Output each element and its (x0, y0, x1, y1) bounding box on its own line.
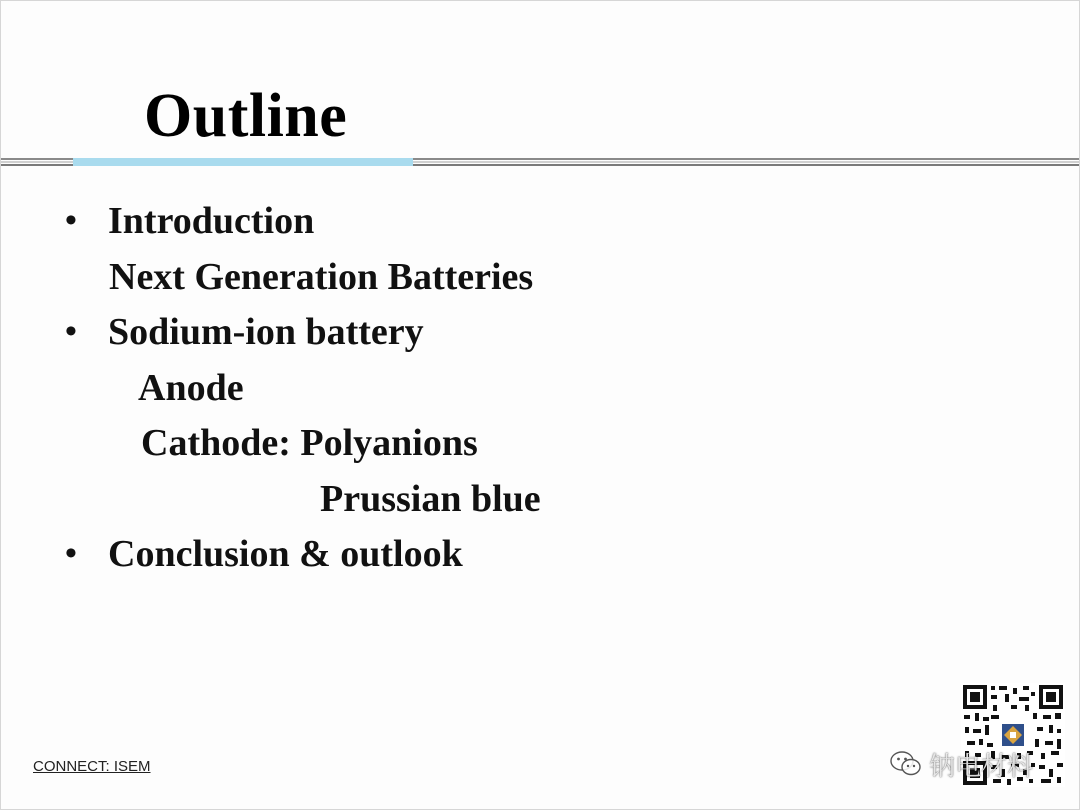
outline-item-introduction (108, 199, 314, 243)
outline-item-text: Prussian blue (320, 478, 541, 520)
slide-title: Outline (144, 82, 348, 150)
outline-list (1, 1, 1080, 810)
outline-subitem-prussian-blue (320, 477, 541, 521)
bullet-sodium-ion: • (65, 313, 77, 350)
outline-item-text: Anode (138, 367, 244, 409)
watermark (889, 746, 1069, 782)
outline-item-text: Next Generation Batteries (109, 256, 534, 298)
bullet-conclusion: • (65, 535, 77, 572)
outline-item-text: Cathode: Polyanions (141, 422, 478, 464)
outline-subitem-next-generation (109, 255, 533, 299)
watermark-text: 钠电材料 (929, 751, 1034, 782)
footer-link[interactable]: CONNECT: ISEM (33, 758, 151, 775)
outline-subitem-cathode (141, 421, 478, 465)
outline-item-text: Conclusion & outlook (108, 533, 463, 575)
wechat-icon (889, 749, 923, 779)
outline-item-text: Sodium-ion battery (108, 311, 424, 353)
outline-item-conclusion (108, 532, 463, 576)
outline-subitem-anode (138, 366, 244, 410)
bullet-introduction: • (65, 202, 77, 239)
outline-item-sodium-ion (108, 310, 424, 354)
outline-item-text: Introduction (108, 200, 315, 242)
